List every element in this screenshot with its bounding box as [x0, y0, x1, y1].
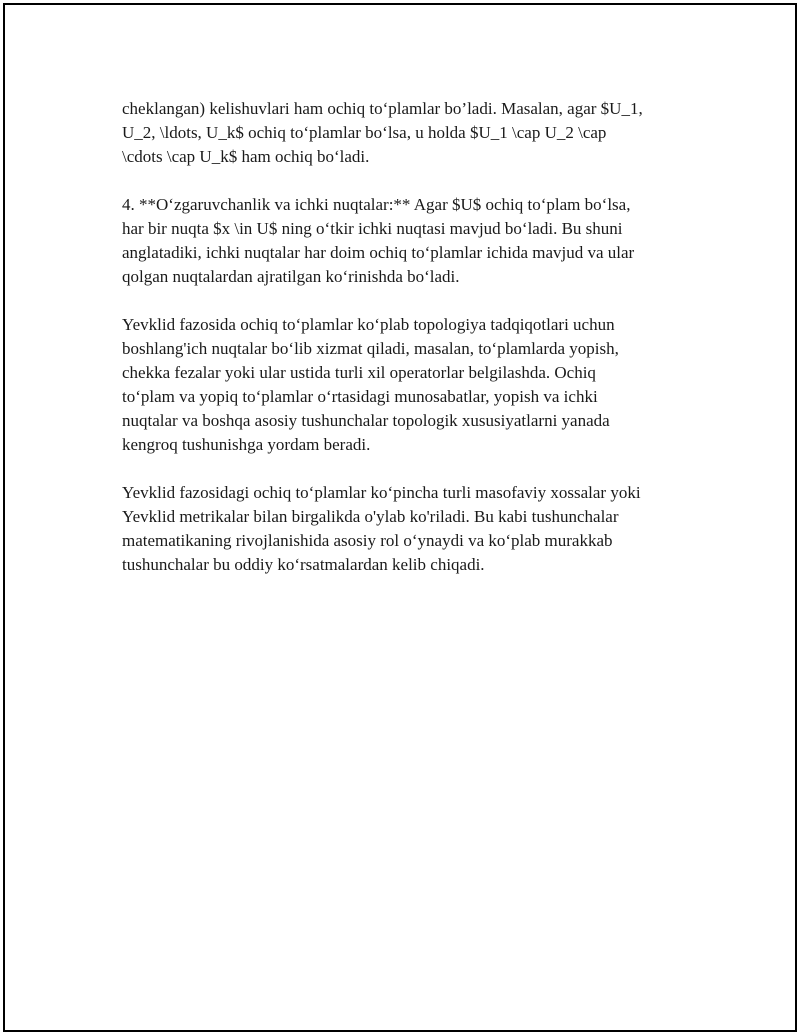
- page-frame: [3, 3, 797, 1032]
- document-body: [122, 97, 712, 601]
- paragraph-metric-properties: Yevklid fazosidagi ochiq to‘plamlar ko‘pincha turli masofaviy xossalar yoki Yevklid metrikalar bilan birgalikda o'ylab ko'riladi. Bu kabi tushunchalar matematikaning rivojlanishida asosiy rol o‘ynaydi va ko‘plab murakkab tushunchalar bu oddiy ko‘rsatmalardan kelib chiqadi.: [122, 483, 641, 574]
- paragraph-intersection: cheklangan) kelishuvlari ham ochiq to‘plamlar bo’ladi. Masalan, agar $U_1, U_2, \ldots, U_k$ ochiq to‘plamlar bo‘lsa, u holda $U_1 \cap U_2 \cap \cdots \cap U_k$ ham ochiq bo‘ladi.: [122, 99, 643, 166]
- paragraph-topology-studies: Yevklid fazosida ochiq to‘plamlar ko‘plab topologiya tadqiqotlari uchun boshlang'ich nuqtalar bo‘lib xizmat qiladi, masalan, to‘plamlarda yopish, chekka fezalar yoki ular ustida turli xil operatorlar belgilashda. Ochiq to‘plam va yopiq to‘plamlar o‘rtasidagi munosabatlar, yopish va ichki nuqtalar va boshqa asosiy tushunchalar topologik xususiyatlarni yanada kengroq tushunishga yordam beradi.: [122, 315, 619, 454]
- paragraph-interior-points: 4. **O‘zgaruvchanlik va ichki nuqtalar:** Agar $U$ ochiq to‘plam bo‘lsa, har bir nuqta $x \in U$ ning o‘tkir ichki nuqtasi mavjud bo‘ladi. Bu shuni anglatadiki, ichki nuqtalar har doim ochiq to‘plamlar ichida mavjud va ular qolgan nuqtalardan ajratilgan ko‘rinishda bo‘ladi.: [122, 195, 635, 286]
